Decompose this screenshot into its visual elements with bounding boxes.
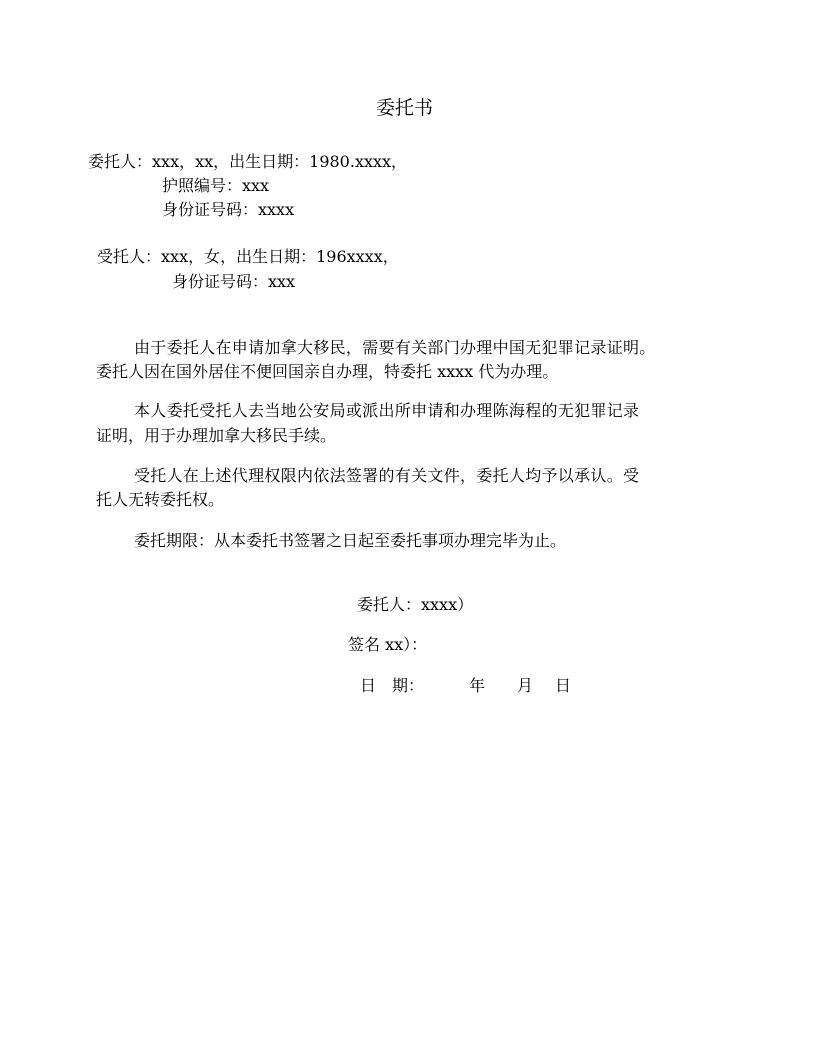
agent-line (97, 247, 399, 267)
agent-info: xxx，女，出生日期：196xxxx， (161, 247, 399, 266)
paragraph-2-line-2: 证明，用于办理加拿大移民手续。 (96, 426, 337, 445)
principal-passport: 护照编号：xxx (162, 176, 270, 195)
signature-date-label: 日 期： (360, 676, 425, 695)
signature-sign: 签名 xx）： (348, 635, 428, 654)
principal-id: 身份证号码：xxxx (162, 200, 295, 219)
paragraph-2-line-1: 本人委托受托人去当地公安局或派出所申请和办理陈海程的无犯罪记录 (134, 401, 640, 420)
paragraph-4: 委托期限：从本委托书签署之日起至委托事项办理完毕为止。 (134, 531, 567, 550)
principal-line (88, 152, 407, 172)
paragraph-3-line-1: 受托人在上述代理权限内依法签署的有关文件，委托人均予以承认。受 (134, 466, 640, 485)
agent-id: 身份证号码：xxx (172, 272, 296, 291)
paragraph-1-line-1: 由于委托人在申请加拿大移民，需要有关部门办理中国无犯罪记录证明。 (134, 338, 656, 357)
signature-month: 月 (517, 676, 534, 695)
signature-year: 年 (469, 676, 486, 695)
principal-info: xxx，xx，出生日期：1980.xxxx， (152, 152, 408, 171)
paragraph-1-line-2: 委托人因在国外居住不便回国亲自办理，特委托 xxxx 代为办理。 (96, 362, 559, 381)
document-title: 委托书 (376, 97, 434, 119)
signature-principal: 委托人：xxxx） (357, 595, 474, 614)
principal-label: 委托人： (88, 152, 153, 171)
paragraph-3-line-2: 托人无转委托权。 (96, 490, 225, 509)
signature-day: 日 (555, 676, 572, 695)
agent-label: 受托人： (97, 247, 162, 266)
